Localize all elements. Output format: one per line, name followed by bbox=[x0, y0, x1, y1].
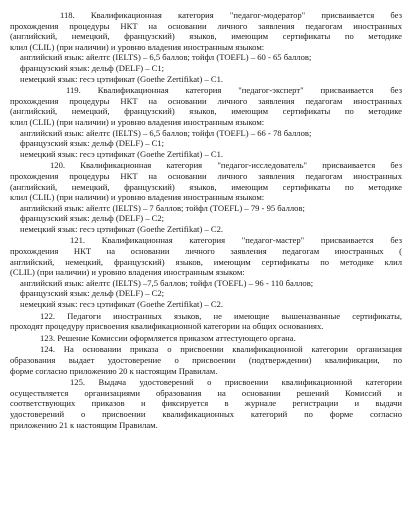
paragraph-line: английский, немецкий, французский) языков, имеющим сертификаты по методике клил bbox=[10, 256, 402, 267]
paragraph-line: (английский, немецкий, французский) языков, имеющим сертификаты по методике bbox=[10, 31, 402, 42]
paragraph-line: прохождения процедуры НКТ на основании личного заявления педагогам иностранных bbox=[10, 170, 402, 181]
paragraph-line: 121. Квалификационная категория "педагог-мастер" присваивается без bbox=[70, 235, 402, 246]
paragraph-line: 123. Решение Комиссии оформляется приказом аттестующего органа. bbox=[40, 332, 296, 343]
paragraph-line: 120. Квалификационная категория "педагог-исследователь" присваивается без bbox=[50, 160, 402, 171]
list-item: немецкий язык: гесэ цэтификат (Goethe Zertifikat) – C1. bbox=[20, 148, 224, 159]
list-item: английский язык: айелтс (IELTS) –7,5 баллов; тойфл (TOEFL) – 96 - 110 баллов; bbox=[20, 277, 314, 288]
paragraph-line: осуществляется организациями образования на основании решений Комиссий и bbox=[10, 387, 402, 398]
paragraph-line: 125. Выдача удостоверений о присвоении квалификационной категории bbox=[70, 377, 402, 388]
paragraph-line: (английский, немецкий, французский) языков, имеющим сертификаты по методике bbox=[10, 181, 402, 192]
paragraph-line: (английский, немецкий, французский) языков, имеющим сертификаты по методике bbox=[10, 106, 402, 117]
paragraph-line: соответствующих приказов и фиксируется в журнале регистрации и выдачи bbox=[10, 398, 402, 409]
list-item: немецкий язык: гесэ цэтификат (Goethe Zertifikat) – C2. bbox=[20, 299, 224, 310]
list-item: английский язык: айелтс (IELTS) – 7 баллов; тойфл (TOEFL) – 79 - 95 баллов; bbox=[20, 202, 305, 213]
list-item: французский язык: дельф (DELF) – C1; bbox=[20, 62, 165, 73]
paragraph-line: 118. Квалификационная категория "педагог-модератор" присваивается без bbox=[60, 10, 402, 20]
list-item: немецкий язык: гесэ цэтификат (Goethe Zertifikat) – C2. bbox=[20, 223, 224, 234]
paragraph-line: клил (CLIL) (при наличии) и уровню владения иностранным языком: bbox=[10, 192, 265, 203]
paragraph-124 bbox=[10, 344, 402, 376]
paragraph-line: прохождения НКТ на основании личного заявления педагогам иностранных ( bbox=[10, 246, 402, 257]
paragraph-121 bbox=[10, 235, 402, 309]
list-item: английский язык: айелтс (IELTS) – 6,5 баллов; тойфл (TOEFL) – 66 - 78 баллов; bbox=[20, 127, 312, 138]
paragraph-123 bbox=[10, 333, 402, 344]
paragraph-line: проходят процедуру присвоения квалификационной категории на общих основаниях. bbox=[10, 321, 324, 332]
list-item: французский язык: дельф (DELF) – C2; bbox=[20, 288, 165, 299]
paragraph-125 bbox=[10, 377, 402, 430]
paragraph-122 bbox=[10, 311, 402, 332]
paragraph-line: 124. На основании приказа о присвоении квалификационной категории организация bbox=[40, 344, 402, 355]
paragraph-line: удостоверений о присвоении квалификационных категорий по форме согласно bbox=[10, 408, 402, 419]
list-item: английский язык: айелтс (IELTS) – 6,5 баллов; тойфл (TOEFL) – 60 - 65 баллов; bbox=[20, 52, 312, 63]
paragraph-line: прохождения процедуры НКТ на основании личного заявления педагогам иностранных bbox=[10, 95, 402, 106]
list-item: французский язык: дельф (DELF) – C2; bbox=[20, 213, 165, 224]
paragraph-line: форме согласно приложению 20 к настоящим Правилам. bbox=[10, 365, 218, 376]
paragraph-line: клил (CLIL) (при наличии) и уровню владения иностранным языком: bbox=[10, 41, 265, 52]
list-item: немецкий язык: гесэ цэтификат (Goethe Zertifikat) – C1. bbox=[20, 73, 224, 84]
paragraph-line: прохождения процедуры НКТ на основании личного заявления педагогам иностранных bbox=[10, 20, 402, 31]
paragraph-120 bbox=[10, 160, 402, 234]
paragraph-118 bbox=[10, 10, 402, 84]
paragraph-line: клил (CLIL) (при наличии) и уровню владения иностранным языком: bbox=[10, 116, 265, 127]
paragraph-line: 122. Педагоги иностранных языков, не имеющие вышеназванные сертификаты, bbox=[40, 310, 402, 321]
paragraph-line: приложению 21 к настоящим Правилам. bbox=[10, 419, 158, 430]
list-item: французский язык: дельф (DELF) – C1; bbox=[20, 138, 165, 149]
paragraph-line: (CLIL) (при наличии) и уровню владения иностранным языком: bbox=[10, 267, 245, 278]
paragraph-119 bbox=[10, 85, 402, 159]
paragraph-line: 119. Квалификационная категория "педагог-эксперт" присваивается без bbox=[66, 85, 402, 96]
paragraph-line: образования выдает удостоверение о присвоении (подтверждении) квалификации, по bbox=[10, 355, 402, 365]
